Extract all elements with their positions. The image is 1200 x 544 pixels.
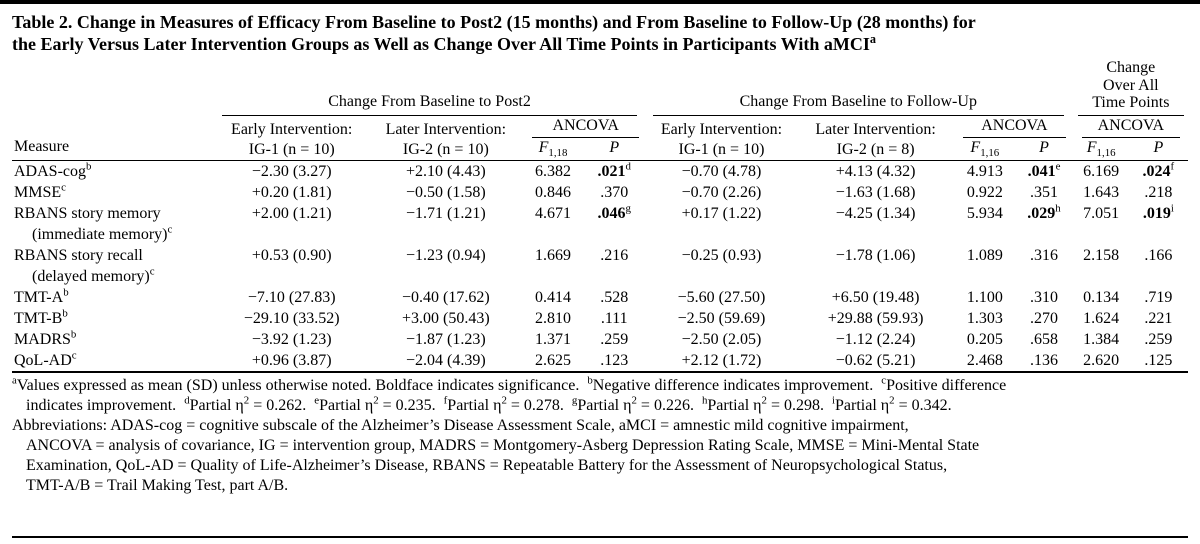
table-row xyxy=(12,245,1188,287)
value-cell: .125 xyxy=(1144,352,1173,370)
value-cell: −1.87 (1.23) xyxy=(405,331,486,349)
footnote-line: indicates improvement. $^d$Partial $\eta^2 = 0.262$. $^e$Partial $\eta^2 = 0.235$. $^f$Partial $\eta^2 = 0.278$. $^g$Partial $\eta^2 = 0.226$. $^h$Partial $\eta^2 = 0.298$. $^i$Partial $\eta^2 = 0.342$. xyxy=(26,395,952,415)
footnote-line: ANCOVA = analysis of covariance, IG = intervention group, MADRS = Montgomery-Asberg Depression Rating Scale, MMSE = Mini-Mental State xyxy=(26,437,980,455)
value-cell: −0.25 (0.93) xyxy=(681,247,762,265)
value-cell: .351 xyxy=(1030,184,1059,202)
measure-cell xyxy=(12,203,216,245)
ancova-label-post2: ANCOVA xyxy=(532,116,639,138)
value-cell: +0.53 (0.90) xyxy=(251,247,332,265)
table-header xyxy=(12,59,1188,161)
value-cell: −1.71 (1.21) xyxy=(405,205,486,223)
measure-cell xyxy=(12,182,216,203)
measure-label: RBANS story recall xyxy=(14,247,143,265)
measure-cell xyxy=(12,308,216,329)
group-header-overall xyxy=(1074,59,1188,117)
value-cell: .310 xyxy=(1030,289,1059,307)
column-header-early-intervention-post2 xyxy=(216,116,367,161)
value-cell: −1.63 (1.68) xyxy=(835,184,916,202)
value-cell: −0.50 (1.58) xyxy=(405,184,486,202)
value-cell: 2.468 xyxy=(966,352,1003,370)
table-row xyxy=(12,308,1188,329)
value-cell: −29.10 (33.52) xyxy=(243,310,340,328)
group-header-followup xyxy=(647,59,1074,117)
value-cell: −7.10 (27.83) xyxy=(247,289,336,307)
value-cell: +0.17 (1.22) xyxy=(681,205,762,223)
column-header-f-followup: $F_{1,16}$ xyxy=(970,139,1000,160)
measure-label: QoL-$AD^c$ xyxy=(14,350,77,370)
value-cell: .528 xyxy=(600,289,629,307)
value-cell: .111 xyxy=(600,310,628,328)
value-cell: 0.134 xyxy=(1083,289,1120,307)
value-cell: +4.13 (4.32) xyxy=(796,161,955,183)
column-header-f-post2: $F_{1,18}$ xyxy=(538,139,568,160)
value-cell: .316 xyxy=(1030,247,1059,265)
value-cell: +29.88 (59.93) xyxy=(827,310,924,328)
column-header-f-overall: $F_{1,16}$ xyxy=(1086,139,1116,160)
value-cell: −1.23 (0.94) xyxy=(405,247,486,265)
value-cell: 7.051 xyxy=(1083,205,1120,223)
footnote-line: Abbreviations: ADAS-cog = cognitive subscale of the Alzheimer’s Disease Assessment Scale, aMCI = amnestic mild cognitive impairment, xyxy=(12,417,909,435)
value-cell: 5.934 xyxy=(966,205,1003,223)
early-followup-line1: Early Intervention: xyxy=(660,121,783,139)
group-header-post2 xyxy=(216,59,647,117)
table-title-line2: the Early Versus Later Intervention Groups as Well as Change Over All Time Points in Participants With aMCI$^a$ xyxy=(12,32,877,55)
value-cell: −3.92 (1.23) xyxy=(251,331,332,349)
table-row xyxy=(12,329,1188,350)
value-cell: .041e xyxy=(1014,161,1073,183)
table-row xyxy=(12,350,1188,372)
value-cell: −1.78 (1.06) xyxy=(835,247,916,265)
value-cell: .658 xyxy=(1030,331,1059,349)
later-followup-line1: Later Intervention: xyxy=(815,121,936,139)
value-cell: 6.382 xyxy=(524,161,581,183)
column-header-p-followup: P xyxy=(1039,139,1049,157)
value-cell: −0.70 (4.78) xyxy=(647,161,796,183)
value-cell: .259 xyxy=(1144,331,1173,349)
value-cell: .719 xyxy=(1144,289,1173,307)
column-header-early-intervention-followup xyxy=(647,116,796,161)
value-cell: −1.12 (2.24) xyxy=(835,331,916,349)
value-cell: .166 xyxy=(1144,247,1173,265)
value-cell: .046$^g$ xyxy=(597,203,631,223)
measure-label: ADAS-cog$^b$ xyxy=(14,161,92,181)
footnote-line: Examination, QoL-AD = Quality of Life-Alzheimer’s Disease, RBANS = Repeatable Battery for the Assessment of Neuropsychological Status, xyxy=(26,457,948,475)
group-label-followup: Change From Baseline to Follow-Up xyxy=(653,92,1064,116)
table-row xyxy=(12,203,1188,245)
measure-label-line2: (delayed memory)$^c$ xyxy=(32,266,155,286)
column-header-later-intervention-post2 xyxy=(367,116,524,161)
value-cell: 1.624 xyxy=(1083,310,1120,328)
table-row xyxy=(12,182,1188,203)
table-row xyxy=(12,287,1188,308)
footnote-line: $^a$Values expressed as mean (SD) unless otherwise noted. Boldface indicates significance. $^b$Negative difference indicates improvement. $^c$Positive difference xyxy=(12,375,1007,395)
value-cell: +2.12 (1.72) xyxy=(681,352,762,370)
value-cell: 0.922 xyxy=(966,184,1003,202)
value-cell: .218 xyxy=(1144,184,1173,202)
measure-label: RBANS story memory xyxy=(14,205,161,223)
value-cell: +6.50 (19.48) xyxy=(831,289,920,307)
value-cell: −5.60 (27.50) xyxy=(677,289,766,307)
value-cell: −2.50 (59.69) xyxy=(677,310,766,328)
later-followup-line2: IG-2 (n = 8) xyxy=(836,141,915,159)
value-cell: 1.100 xyxy=(966,289,1003,307)
value-cell: 2.810 xyxy=(535,310,572,328)
column-header-later-intervention-followup xyxy=(796,116,955,161)
value-cell: +0.96 (3.87) xyxy=(251,352,332,370)
value-cell: −2.30 (3.27) xyxy=(216,161,367,183)
value-cell: 1.371 xyxy=(535,331,572,349)
value-cell: 1.669 xyxy=(535,247,572,265)
later-post2-line1: Later Intervention: xyxy=(385,121,507,139)
table-body xyxy=(12,161,1188,373)
table-title-line1: Table 2. Change in Measures of Efficacy From Baseline to Post2 (15 months) and From Baseline to Follow-Up (28 months) for xyxy=(12,12,976,32)
later-post2-line2: IG-2 (n = 10) xyxy=(402,141,489,159)
value-cell: +2.00 (1.21) xyxy=(251,205,332,223)
measure-cell xyxy=(12,287,216,308)
bottom-rule xyxy=(12,536,1188,538)
early-post2-line2: IG-1 (n = 10) xyxy=(248,141,335,159)
value-cell: −2.50 (2.05) xyxy=(681,331,762,349)
ancova-header-overall xyxy=(1074,116,1188,138)
value-cell: .029$^h$ xyxy=(1027,203,1061,223)
group-label-overall xyxy=(1078,59,1184,117)
table-title xyxy=(12,11,1188,56)
measure-cell xyxy=(12,329,216,350)
value-cell: 0.846 xyxy=(535,184,572,202)
value-cell: 0.205 xyxy=(966,331,1003,349)
group-label-post2: Change From Baseline to Post2 xyxy=(222,92,637,116)
value-cell: +0.20 (1.81) xyxy=(251,184,332,202)
value-cell: 4.913 xyxy=(955,161,1014,183)
ancova-label-followup: ANCOVA xyxy=(963,116,1065,138)
group-header-row xyxy=(12,59,1188,117)
measure-label-line2: (immediate memory)$^c$ xyxy=(32,224,173,244)
value-cell: +3.00 (50.43) xyxy=(401,310,490,328)
column-header-p-post2: P xyxy=(609,139,620,157)
efficacy-table xyxy=(12,59,1188,374)
value-cell: −0.62 (5.21) xyxy=(835,352,916,370)
value-cell: .259 xyxy=(600,331,629,349)
value-cell: 1.303 xyxy=(966,310,1003,328)
measure-cell xyxy=(12,350,216,372)
ancova-label-overall: ANCOVA xyxy=(1082,116,1180,138)
measure-cell xyxy=(12,245,216,287)
value-cell: 1.089 xyxy=(966,247,1003,265)
value-cell: 2.158 xyxy=(1083,247,1120,265)
value-cell: 4.671 xyxy=(535,205,572,223)
table-footnotes xyxy=(12,376,1188,496)
measure-label: TMT-$A^b$ xyxy=(14,287,69,307)
ancova-header-post2 xyxy=(524,116,647,138)
column-header-measure: Measure xyxy=(14,138,70,156)
value-cell: .370 xyxy=(600,184,629,202)
value-cell: 1.643 xyxy=(1083,184,1120,202)
value-cell: −0.70 (2.26) xyxy=(681,184,762,202)
value-cell: 2.620 xyxy=(1083,352,1120,370)
value-cell: .123 xyxy=(600,352,629,370)
value-cell: +2.10 (4.43) xyxy=(367,161,524,183)
group-label-overall-line2: Over All xyxy=(1103,76,1159,94)
value-cell: .019$^i$ xyxy=(1142,203,1174,223)
table-row xyxy=(12,161,1188,183)
value-cell: .270 xyxy=(1030,310,1059,328)
value-cell: −4.25 (1.34) xyxy=(835,205,916,223)
column-header-p-overall: P xyxy=(1153,139,1164,157)
footnote-line: TMT-A/B = Trail Making Test, part A/B. xyxy=(26,477,289,495)
group-label-overall-line3: Time Points xyxy=(1092,94,1170,112)
group-label-overall-line1: Change xyxy=(1106,58,1156,76)
value-cell: .216 xyxy=(600,247,629,265)
measure-label: MADRS$^b$ xyxy=(14,329,77,349)
value-cell: .221 xyxy=(1144,310,1173,328)
value-cell: .024$^f$ xyxy=(1129,161,1188,183)
value-cell: .021$^d$ xyxy=(582,161,647,183)
value-cell: 0.414 xyxy=(535,289,572,307)
measure-label: TMT-$B^b$ xyxy=(14,308,68,328)
value-cell: −0.40 (17.62) xyxy=(401,289,490,307)
value-cell: 6.169 xyxy=(1074,161,1129,183)
measure-cell xyxy=(12,161,216,183)
value-cell: .136 xyxy=(1030,352,1059,370)
early-post2-line1: Early Intervention: xyxy=(231,121,353,139)
early-followup-line2: IG-1 (n = 10) xyxy=(678,141,765,159)
value-cell: 2.625 xyxy=(535,352,572,370)
value-cell: 1.384 xyxy=(1083,331,1120,349)
ancova-header-followup xyxy=(955,116,1073,138)
measure-label: MMSE$^c$ xyxy=(14,182,66,202)
value-cell: −2.04 (4.39) xyxy=(405,352,486,370)
